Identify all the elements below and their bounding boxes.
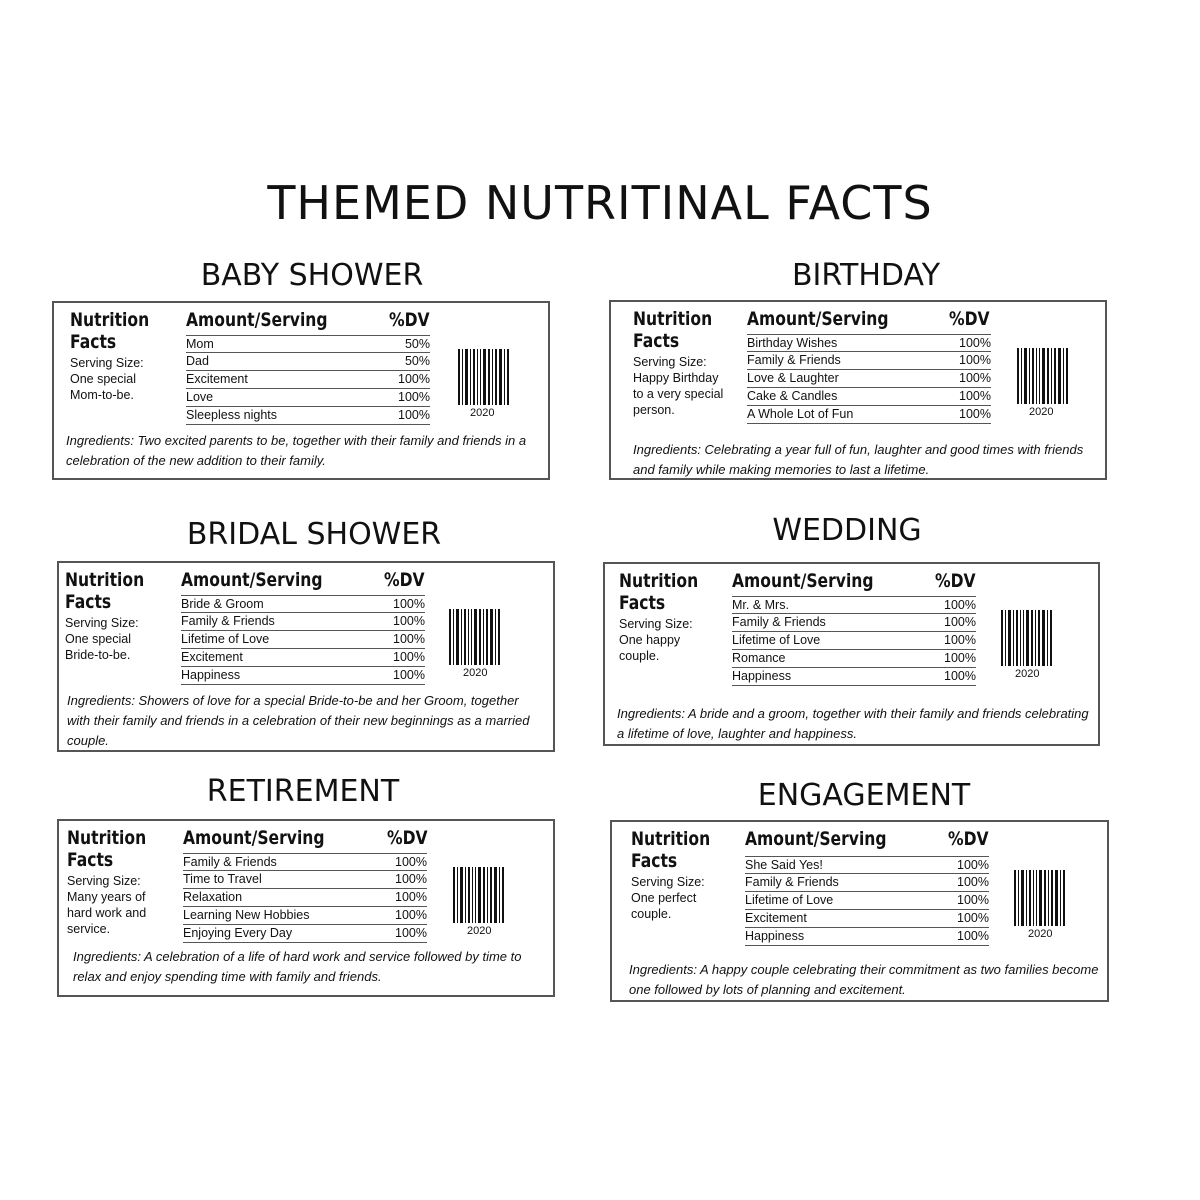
barcode-bar	[475, 867, 476, 923]
barcode-bar	[1020, 610, 1021, 666]
barcode-bar	[471, 609, 472, 665]
barcode-bar	[1026, 870, 1027, 926]
barcode-bar	[1031, 610, 1033, 666]
barcode-bar	[462, 349, 463, 405]
barcode-bar	[458, 349, 460, 405]
table-row: Lifetime of Love 100%	[745, 892, 989, 910]
table-row: Family & Friends 100%	[732, 614, 976, 632]
ingredients-text: Ingredients: A happy couple celebrating their commitment as two families become one followed by lots of planning and excitement.	[629, 962, 1099, 997]
table-row: Happiness 100%	[181, 667, 425, 685]
section-title-baby-shower: BABY SHOWER	[200, 258, 424, 293]
nutrient-rows	[186, 335, 430, 425]
section-title-retirement: RETIREMENT	[206, 774, 400, 809]
nutrition-facts-title: Nutrition Facts	[619, 570, 699, 614]
barcode-bar	[499, 867, 500, 923]
barcode-bar	[1044, 870, 1046, 926]
table-row: Love 100%	[186, 389, 430, 407]
barcode-year: 2020	[463, 667, 488, 679]
barcode-bar	[499, 349, 502, 405]
table-row: Happiness 100%	[745, 928, 989, 946]
barcode-bar	[473, 349, 475, 405]
section-title-bridal-shower: BRIDAL SHOWER	[186, 517, 442, 552]
barcode-bar	[507, 349, 509, 405]
barcode-bar	[1017, 348, 1019, 404]
nutrition-facts-title: Nutrition Facts	[633, 308, 713, 352]
section-title-engagement: ENGAGEMENT	[757, 778, 971, 813]
barcode-bar	[1051, 870, 1053, 926]
table-row: Cake & Candles 100%	[747, 388, 991, 406]
barcode-bar	[453, 867, 455, 923]
table-row: Birthday Wishes 100%	[747, 336, 991, 350]
barcode-bar	[492, 349, 493, 405]
barcode-bar	[1063, 348, 1064, 404]
barcode-icon	[453, 867, 509, 923]
barcode-year: 2020	[1028, 928, 1053, 940]
label-card-birthday	[609, 300, 1107, 480]
nutrient-rows	[732, 596, 976, 686]
barcode-bar	[1063, 870, 1065, 926]
table-row: Enjoying Every Day 100%	[183, 925, 427, 943]
barcode-bar	[1042, 348, 1045, 404]
barcode-bar	[1018, 870, 1019, 926]
barcode-bar	[1039, 870, 1042, 926]
ingredients-text: Ingredients: A celebration of a life of hard work and service followed by time to relax and enjoy spending time with family and friends.	[73, 949, 522, 984]
table-row: Learning New Hobbies 100%	[183, 907, 427, 925]
barcode-bar	[490, 867, 492, 923]
barcode-bar	[468, 609, 469, 665]
dv-header: %DV	[935, 570, 976, 592]
serving-size: Serving Size: One happy couple.	[619, 617, 693, 663]
barcode-icon	[458, 349, 514, 405]
barcode-bar	[474, 609, 477, 665]
barcode-bar	[1054, 348, 1056, 404]
table-row: Mr. & Mrs. 100%	[732, 598, 976, 612]
table-row: Mom 50%	[186, 337, 430, 351]
table-row: Excitement 100%	[745, 910, 989, 928]
table-row: Family & Friends 100%	[181, 613, 425, 631]
table-row: Family & Friends 100%	[183, 855, 427, 869]
barcode-bar	[1038, 610, 1040, 666]
table-row: Time to Travel 100%	[183, 871, 427, 889]
barcode-icon	[449, 609, 505, 665]
amount-header: Amount/Serving	[186, 309, 328, 331]
barcode-bar	[456, 609, 459, 665]
label-card-bridal-shower	[57, 561, 555, 752]
barcode-bar	[464, 609, 466, 665]
table-row: She Said Yes! 100%	[745, 858, 989, 872]
barcode-bar	[1051, 348, 1052, 404]
nutrition-facts-title: Nutrition Facts	[70, 309, 150, 353]
dv-header: %DV	[387, 827, 428, 849]
barcode-bar	[1036, 348, 1037, 404]
serving-size: Serving Size: One special Mom-to-be.	[70, 356, 144, 402]
barcode-bar	[504, 349, 505, 405]
barcode-bar	[1013, 610, 1014, 666]
ingredients-text: Ingredients: Two excited parents to be, together with their family and friends in a celebration of the new addition to their family.	[66, 433, 527, 468]
serving-size: Serving Size: Happy Birthday to a very special person.	[633, 355, 724, 417]
table-row: Happiness 100%	[732, 668, 976, 686]
table-row: Love & Laughter 100%	[747, 370, 991, 388]
barcode-bar	[1047, 610, 1048, 666]
barcode-bar	[465, 349, 468, 405]
barcode-icon	[1001, 610, 1057, 666]
barcode-bar	[479, 609, 481, 665]
barcode-bar	[486, 609, 488, 665]
serving-size: Serving Size: Many years of hard work and service.	[67, 874, 147, 936]
barcode-bar	[470, 349, 471, 405]
barcode-bar	[495, 609, 496, 665]
barcode-bar	[460, 867, 463, 923]
nutrition-facts-title: Nutrition Facts	[631, 828, 711, 872]
nutrient-rows	[745, 856, 989, 946]
nutrition-facts-title: Nutrition Facts	[67, 827, 147, 871]
table-row: Dad 50%	[186, 353, 430, 371]
ingredients-text: Ingredients: A bride and a groom, together with their family and friends celebrating a lifetime of love, laughter and happiness.	[617, 706, 1089, 741]
nutrient-rows	[181, 595, 425, 685]
table-row: Sleepless nights 100%	[186, 407, 430, 425]
barcode-bar	[1016, 610, 1018, 666]
barcode-bar	[453, 609, 454, 665]
page-title: THEMED NUTRITINAL FACTS	[267, 176, 933, 230]
nutrient-rows	[183, 853, 427, 943]
barcode-bar	[1026, 610, 1029, 666]
dv-header: %DV	[384, 569, 425, 591]
barcode-year: 2020	[1029, 406, 1054, 418]
nutrition-facts-title: Nutrition Facts	[65, 569, 145, 613]
barcode-bar	[494, 867, 497, 923]
barcode-bar	[1005, 610, 1006, 666]
barcode-bar	[1048, 870, 1049, 926]
barcode-bar	[468, 867, 470, 923]
barcode-bar	[1058, 348, 1061, 404]
barcode-bar	[477, 349, 478, 405]
table-row: Excitement 100%	[181, 649, 425, 667]
label-card-wedding	[603, 562, 1100, 746]
barcode-icon	[1014, 870, 1070, 926]
table-row: Bride & Groom 100%	[181, 597, 425, 611]
nutrient-rows	[747, 334, 991, 424]
barcode-bar	[487, 867, 488, 923]
barcode-bar	[1032, 348, 1034, 404]
ingredients-text: Ingredients: Celebrating a year full of fun, laughter and good times with friends and family while making memories to last a lifetime.	[633, 442, 1084, 477]
amount-header: Amount/Serving	[183, 827, 325, 849]
barcode-bar	[490, 609, 493, 665]
table-row: Excitement 100%	[186, 371, 430, 389]
barcode-bar	[480, 349, 481, 405]
barcode-bar	[483, 867, 485, 923]
barcode-bar	[478, 867, 481, 923]
barcode-bar	[1060, 870, 1061, 926]
section-title-birthday: BIRTHDAY	[791, 258, 941, 293]
barcode-bar	[1039, 348, 1040, 404]
barcode-year: 2020	[470, 407, 495, 419]
barcode-bar	[495, 349, 497, 405]
barcode-bar	[1055, 870, 1058, 926]
barcode-bar	[1008, 610, 1011, 666]
table-row: Lifetime of Love 100%	[181, 631, 425, 649]
barcode-bar	[502, 867, 504, 923]
barcode-year: 2020	[467, 925, 492, 937]
barcode-bar	[1024, 348, 1027, 404]
barcode-bar	[498, 609, 500, 665]
barcode-bar	[1021, 870, 1024, 926]
barcode-bar	[461, 609, 462, 665]
label-card-baby-shower	[52, 301, 550, 480]
barcode-bar	[1047, 348, 1049, 404]
barcode-bar	[1001, 610, 1003, 666]
barcode-icon	[1017, 348, 1073, 404]
amount-header: Amount/Serving	[745, 828, 887, 850]
amount-header: Amount/Serving	[747, 308, 889, 330]
barcode-bar	[1014, 870, 1016, 926]
barcode-bar	[465, 867, 466, 923]
amount-header: Amount/Serving	[732, 570, 874, 592]
table-row: Lifetime of Love 100%	[732, 632, 976, 650]
label-card-retirement	[57, 819, 555, 997]
table-row: Family & Friends 100%	[747, 352, 991, 370]
table-row: Romance 100%	[732, 650, 976, 668]
barcode-bar	[1036, 870, 1037, 926]
barcode-bar	[457, 867, 458, 923]
label-card-engagement	[610, 820, 1109, 1002]
barcode-bar	[483, 349, 486, 405]
serving-size: Serving Size: One special Bride-to-be.	[65, 616, 139, 662]
dv-header: %DV	[948, 828, 989, 850]
section-title-wedding: WEDDING	[772, 513, 922, 548]
table-row: A Whole Lot of Fun 100%	[747, 406, 991, 424]
barcode-bar	[1035, 610, 1036, 666]
barcode-bar	[1033, 870, 1034, 926]
barcode-bar	[1066, 348, 1068, 404]
barcode-bar	[488, 349, 490, 405]
barcode-bar	[472, 867, 473, 923]
barcode-bar	[449, 609, 451, 665]
barcode-bar	[1029, 348, 1030, 404]
barcode-bar	[483, 609, 484, 665]
barcode-bar	[1042, 610, 1045, 666]
table-row: Family & Friends 100%	[745, 874, 989, 892]
barcode-year: 2020	[1015, 668, 1040, 680]
dv-header: %DV	[389, 309, 430, 331]
ingredients-text: Ingredients: Showers of love for a special Bride-to-be and her Groom, together with their family and friends in a celebration of their new beginnings as a married couple.	[67, 693, 530, 748]
amount-header: Amount/Serving	[181, 569, 323, 591]
barcode-bar	[1029, 870, 1031, 926]
dv-header: %DV	[949, 308, 990, 330]
serving-size: Serving Size: One perfect couple.	[631, 875, 705, 921]
barcode-bar	[1021, 348, 1022, 404]
barcode-bar	[1050, 610, 1052, 666]
barcode-bar	[1023, 610, 1024, 666]
table-row: Relaxation 100%	[183, 889, 427, 907]
